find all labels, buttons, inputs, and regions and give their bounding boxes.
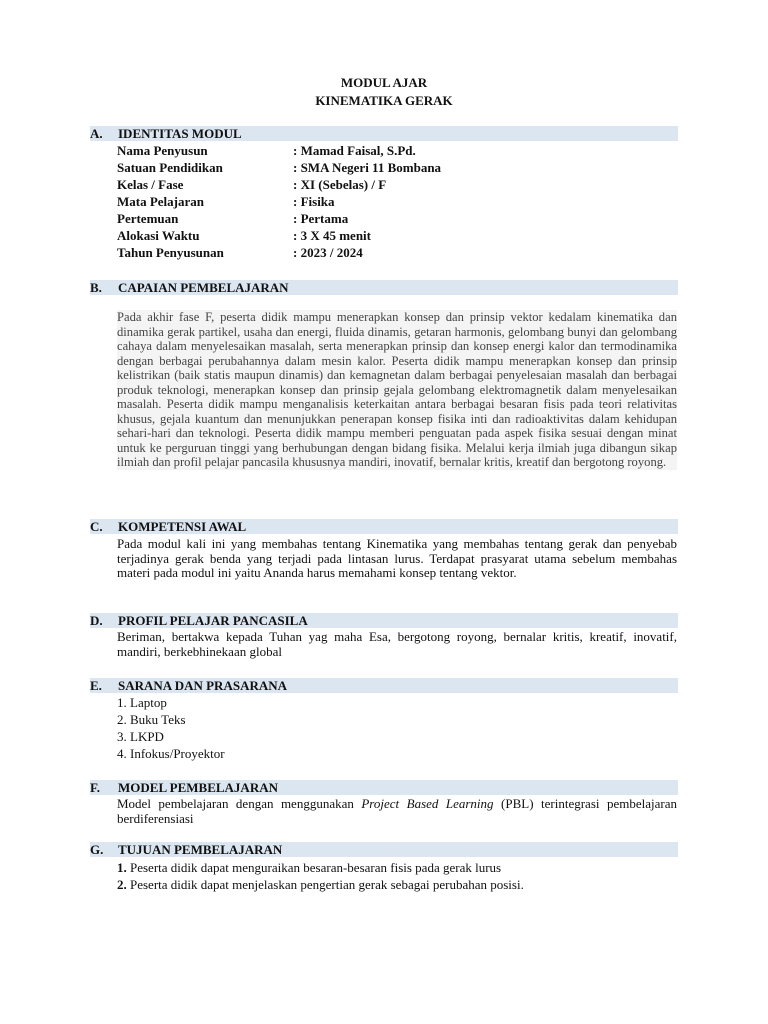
identity-row xyxy=(117,176,386,193)
list-item: 2. Buku Teks xyxy=(117,712,186,727)
section-letter: E. xyxy=(90,678,102,693)
identity-value: : SMA Negeri 11 Bombana xyxy=(293,160,442,175)
identity-value: : Pertama xyxy=(293,211,349,226)
list-item: 3. LKPD xyxy=(117,729,164,744)
identity-value: : Mamad Faisal, S.Pd. xyxy=(293,143,416,158)
section-title: SARANA DAN PRASARANA xyxy=(118,678,288,693)
identity-value: : 3 X 45 menit xyxy=(293,228,371,243)
section-c-heading xyxy=(90,519,678,534)
model-text-italic: Project Based Learning xyxy=(361,796,494,811)
model-text: (PBL) terintegrasi pembelajaran berdiferensiasi xyxy=(117,796,677,826)
capaian-paragraph: Pada akhir fase F, peserta didik mampu menerapkan konsep dan prinsip vektor kedalam kinematika dan dinamika gerak partikel, usaha dan energi, fluida dinamis, getaran harmonis, gelombang bunyi dan gelombang cahaya dalam menyelesaikan masalah, serta menerapkan prinsip dan konsep energi kalor dan termodinamika dengan berbagai perubahannya dalam mesin kalor. Peserta didik mampu menerapkan konsep dan prinsip kelistrikan (baik statis maupun dinamis) dan kemagnetan dalam berbagai penyelesaian masalah dan berbagai produk teknologi, menerapkan konsep dan prinsip gejala gelombang elektromagnetik dalam menyelesaikan masalah. Peserta didik mampu menganalisis keterkaitan antara berbagai besaran fisis pada teori relativitas khusus, gejala kuantum dan menunjukkan penerapan konsep fisika inti dan radioaktivitas dalam kehidupan sehari-hari dan teknologi. Peserta didik mampu memberi penguatan pada aspek fisika sesuai dengan minat untuk ke perguruan tinggi yang berhubungan dengan bidang fisika. Melalui kerja ilmiah juga dibangun sikap ilmiah dan profil pelajar pancasila khususnya mandiri, inovatif, bernalar kritis, kreatif dan bergotong royong. xyxy=(117,310,677,469)
list-text: Peserta didik dapat menguraikan besaran-besaran fisis pada gerak lurus xyxy=(126,860,502,875)
identity-row xyxy=(117,159,441,176)
identity-value: : XI (Sebelas) / F xyxy=(293,177,387,192)
section-title: KOMPETENSI AWAL xyxy=(118,519,247,534)
section-b-heading xyxy=(90,280,678,295)
identity-value: : 2023 / 2024 xyxy=(293,245,363,260)
identity-label: Nama Penyusun xyxy=(117,143,208,158)
identity-row xyxy=(117,227,371,244)
section-title: MODEL PEMBELAJARAN xyxy=(118,780,278,795)
section-a-heading xyxy=(90,126,678,141)
identity-label: Pertemuan xyxy=(117,211,179,226)
list-text: Peserta didik dapat menjelaskan pengertian gerak sebagai perubahan posisi. xyxy=(126,877,524,892)
list-item: 1. Laptop xyxy=(117,695,167,710)
section-letter: D. xyxy=(90,613,103,628)
section-letter: C. xyxy=(90,519,103,534)
kompetensi-paragraph: Pada modul kali ini yang membahas tentang Kinematika yang membahas tentang gerak dan penyebab terjadinya gerak benda yang terjadi pada lintasan lurus. Terdapat prasyarat utama sebelum membahas materi pada modul ini yaitu Ananda harus memahami konsep tentang vektor. xyxy=(117,536,677,580)
identity-label: Kelas / Fase xyxy=(117,177,184,192)
document-subtitle: KINEMATIKA GERAK xyxy=(315,93,453,108)
section-title: TUJUAN PEMBELAJARAN xyxy=(118,842,283,857)
identity-row xyxy=(117,193,335,210)
identity-row xyxy=(117,142,416,159)
section-letter: A. xyxy=(90,126,103,141)
list-item xyxy=(117,859,501,876)
list-item: 4. Infokus/Proyektor xyxy=(117,746,225,761)
identity-label: Mata Pelajaran xyxy=(117,194,205,209)
model-text: Model pembelajaran dengan menggunakan xyxy=(117,796,362,811)
identity-row xyxy=(117,210,348,227)
section-f-heading xyxy=(90,780,678,795)
identity-label: Alokasi Waktu xyxy=(117,228,200,243)
section-g-heading xyxy=(90,842,678,857)
section-title: CAPAIAN PEMBELAJARAN xyxy=(118,280,289,295)
list-number: 1. xyxy=(117,860,127,875)
identity-value: : Fisika xyxy=(293,194,335,209)
section-d-heading xyxy=(90,613,678,628)
section-title: IDENTITAS MODUL xyxy=(118,126,242,141)
section-letter: G. xyxy=(90,842,104,857)
identity-label: Satuan Pendidikan xyxy=(117,160,223,175)
model-paragraph xyxy=(117,797,677,826)
profil-paragraph: Beriman, bertakwa kepada Tuhan yag maha Esa, bergotong royong, bernalar kritis, kreatif, inovatif, mandiri, berkebhinekaan global xyxy=(117,629,677,659)
list-item xyxy=(117,876,524,893)
section-letter: B. xyxy=(90,280,102,295)
identity-label: Tahun Penyusunan xyxy=(117,245,224,260)
section-title: PROFIL PELAJAR PANCASILA xyxy=(118,613,308,628)
document-title: MODUL AJAR xyxy=(340,75,428,90)
list-number: 2. xyxy=(117,877,127,892)
identity-row xyxy=(117,244,363,261)
section-e-heading xyxy=(90,678,678,693)
section-letter: F. xyxy=(90,780,100,795)
